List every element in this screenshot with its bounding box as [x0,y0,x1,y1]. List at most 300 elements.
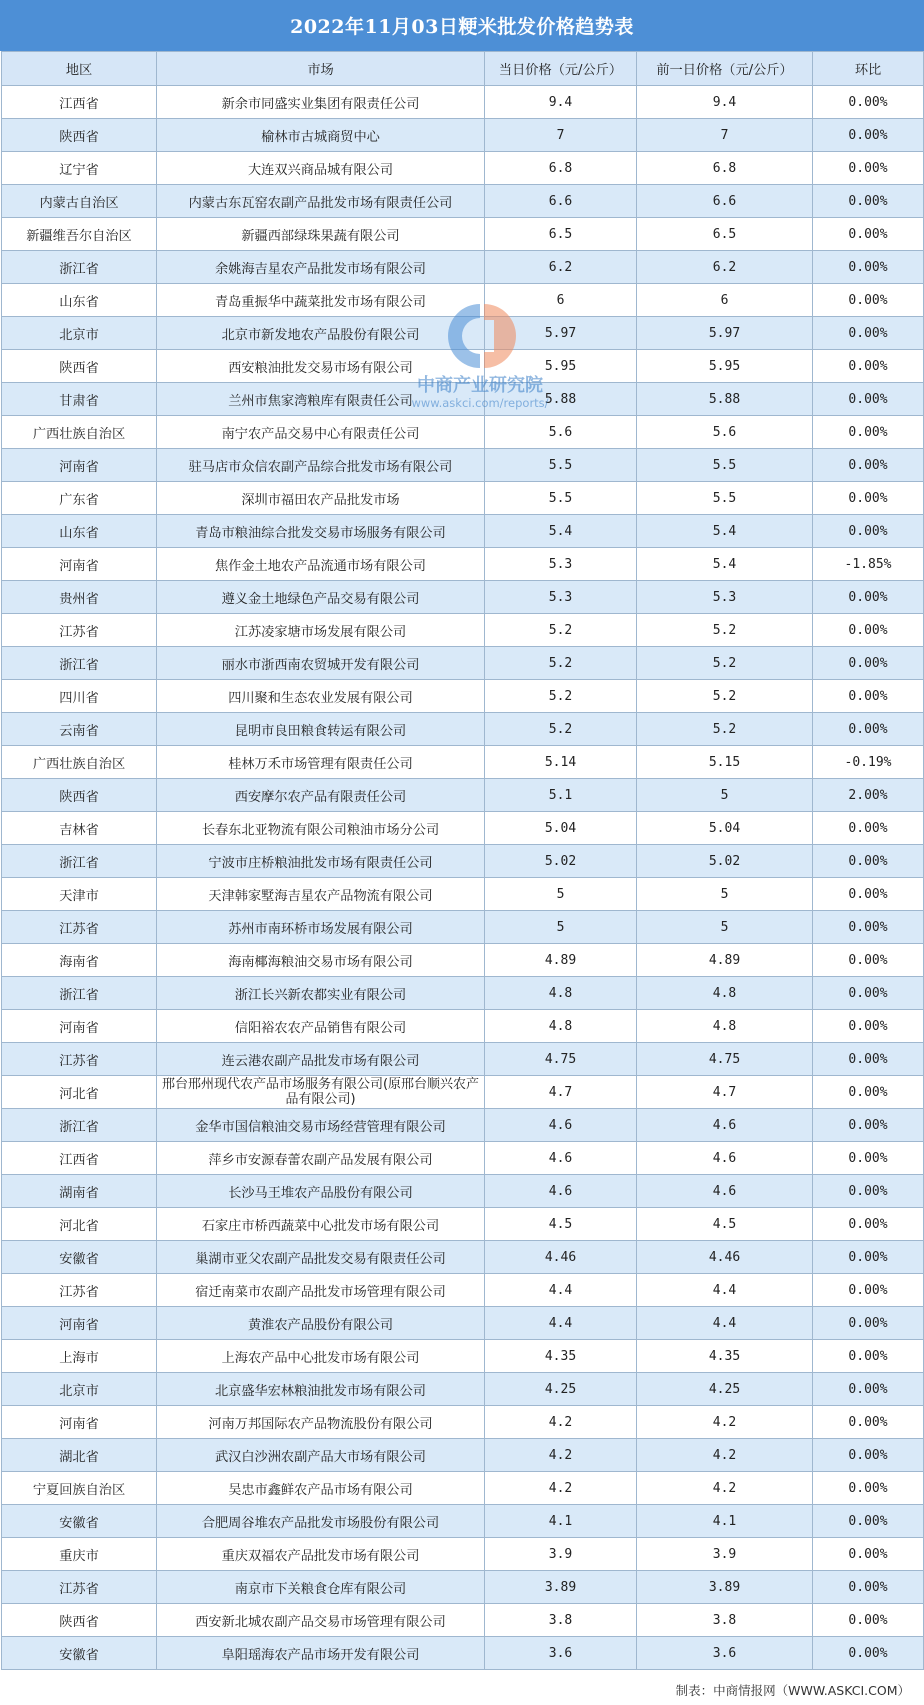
market-cell: 萍乡市安源春蕾农副产品发展有限公司 [157,1142,485,1175]
table-row [2,482,924,515]
region-cell: 江苏省 [2,1571,157,1604]
today-price-cell: 6.6 [485,185,637,218]
region-cell: 浙江省 [2,1109,157,1142]
today-price-cell: 5.2 [485,647,637,680]
today-price-cell: 4.4 [485,1307,637,1340]
prev-price-cell: 3.8 [637,1604,813,1637]
table-row [2,1274,924,1307]
region-cell: 河南省 [2,1307,157,1340]
today-price-cell: 5.4 [485,515,637,548]
prev-price-cell: 4.1 [637,1505,813,1538]
today-price-cell: 5.1 [485,779,637,812]
market-cell: 浙江长兴新农都实业有限公司 [157,977,485,1010]
region-cell: 河南省 [2,449,157,482]
change-cell: 0.00% [813,614,924,647]
today-price-cell: 3.8 [485,1604,637,1637]
change-cell: 0.00% [813,1406,924,1439]
change-cell: 0.00% [813,284,924,317]
today-price-cell: 5 [485,878,637,911]
market-cell: 北京市新发地农产品股份有限公司 [157,317,485,350]
today-price-cell: 6 [485,284,637,317]
prev-price-cell: 4.8 [637,977,813,1010]
market-cell: 宁波市庄桥粮油批发市场有限责任公司 [157,845,485,878]
market-cell: 新疆西部绿珠果蔬有限公司 [157,218,485,251]
market-cell: 连云港农副产品批发市场有限公司 [157,1043,485,1076]
market-cell: 大连双兴商品城有限公司 [157,152,485,185]
market-cell: 上海农产品中心批发市场有限公司 [157,1340,485,1373]
region-cell: 甘肃省 [2,383,157,416]
table-row [2,581,924,614]
table-row [2,1406,924,1439]
today-price-cell: 4.2 [485,1472,637,1505]
prev-price-cell: 4.46 [637,1241,813,1274]
prev-price-cell: 9.4 [637,86,813,119]
prev-price-cell: 3.89 [637,1571,813,1604]
today-price-cell: 3.89 [485,1571,637,1604]
today-price-cell: 5.14 [485,746,637,779]
change-cell: 0.00% [813,845,924,878]
region-cell: 陕西省 [2,779,157,812]
change-cell: 0.00% [813,1175,924,1208]
change-cell: 0.00% [813,647,924,680]
table-row [2,86,924,119]
market-cell: 北京盛华宏林粮油批发市场有限公司 [157,1373,485,1406]
prev-price-cell: 5 [637,779,813,812]
price-table [1,51,924,1670]
table-row [2,944,924,977]
today-price-cell: 5.95 [485,350,637,383]
table-row [2,1076,924,1109]
column-header: 环比 [813,52,924,86]
change-cell: 0.00% [813,152,924,185]
table-row [2,284,924,317]
market-cell: 驻马店市众信农副产品综合批发市场有限公司 [157,449,485,482]
table-row [2,1109,924,1142]
table-row [2,1010,924,1043]
change-cell: 0.00% [813,383,924,416]
today-price-cell: 7 [485,119,637,152]
today-price-cell: 4.46 [485,1241,637,1274]
market-cell: 宿迁南菜市农副产品批发市场管理有限公司 [157,1274,485,1307]
today-price-cell: 5.02 [485,845,637,878]
market-cell: 深圳市福田农产品批发市场 [157,482,485,515]
change-cell: 0.00% [813,185,924,218]
change-cell: 0.00% [813,1241,924,1274]
change-cell: 0.00% [813,416,924,449]
region-cell: 浙江省 [2,845,157,878]
table-row [2,1043,924,1076]
table-row [2,350,924,383]
market-cell: 南京市下关粮食仓库有限公司 [157,1571,485,1604]
region-cell: 江苏省 [2,1043,157,1076]
prev-price-cell: 4.89 [637,944,813,977]
table-row [2,845,924,878]
table-row [2,680,924,713]
prev-price-cell: 5.02 [637,845,813,878]
region-cell: 上海市 [2,1340,157,1373]
prev-price-cell: 4.4 [637,1274,813,1307]
change-cell: 0.00% [813,1142,924,1175]
market-cell: 焦作金土地农产品流通市场有限公司 [157,548,485,581]
table-row [2,911,924,944]
market-cell: 桂林万禾市场管理有限责任公司 [157,746,485,779]
prev-price-cell: 4.75 [637,1043,813,1076]
region-cell: 四川省 [2,680,157,713]
table-row [2,383,924,416]
change-cell: -1.85% [813,548,924,581]
market-cell: 长春东北亚物流有限公司粮油市场分公司 [157,812,485,845]
prev-price-cell: 5.6 [637,416,813,449]
region-cell: 湖南省 [2,1175,157,1208]
change-cell: 0.00% [813,680,924,713]
market-cell: 南宁农产品交易中心有限责任公司 [157,416,485,449]
market-cell: 长沙马王堆农产品股份有限公司 [157,1175,485,1208]
change-cell: -0.19% [813,746,924,779]
table-row [2,1241,924,1274]
today-price-cell: 4.7 [485,1076,637,1109]
table-row [2,1637,924,1670]
prev-price-cell: 4.8 [637,1010,813,1043]
today-price-cell: 5.2 [485,713,637,746]
change-cell: 0.00% [813,251,924,284]
table-row [2,812,924,845]
today-price-cell: 3.6 [485,1637,637,1670]
today-price-cell: 5.04 [485,812,637,845]
table-row [2,614,924,647]
prev-price-cell: 5.88 [637,383,813,416]
market-cell: 阜阳瑶海农产品市场开发有限公司 [157,1637,485,1670]
prev-price-cell: 4.35 [637,1340,813,1373]
column-header: 前一日价格（元/公斤） [637,52,813,86]
table-row [2,1604,924,1637]
table-body [2,86,924,1670]
table-row [2,218,924,251]
prev-price-cell: 6.5 [637,218,813,251]
today-price-cell: 4.89 [485,944,637,977]
region-cell: 陕西省 [2,350,157,383]
market-cell: 合肥周谷堆农产品批发市场股份有限公司 [157,1505,485,1538]
region-cell: 江苏省 [2,911,157,944]
prev-price-cell: 5.95 [637,350,813,383]
region-cell: 江西省 [2,86,157,119]
column-header: 地区 [2,52,157,86]
market-cell: 邢台邢州现代农产品市场服务有限公司(原邢台顺兴农产品有限公司) [157,1076,485,1109]
change-cell: 0.00% [813,86,924,119]
region-cell: 北京市 [2,317,157,350]
today-price-cell: 5.97 [485,317,637,350]
change-cell: 0.00% [813,1505,924,1538]
region-cell: 新疆维吾尔自治区 [2,218,157,251]
table-row [2,152,924,185]
region-cell: 宁夏回族自治区 [2,1472,157,1505]
today-price-cell: 5.5 [485,482,637,515]
change-cell: 0.00% [813,911,924,944]
region-cell: 安徽省 [2,1505,157,1538]
today-price-cell: 4.6 [485,1175,637,1208]
change-cell: 0.00% [813,1307,924,1340]
footer-source: 制表：中商情报网（WWW.ASKCI.COM） [675,1683,910,1698]
region-cell: 河南省 [2,1010,157,1043]
region-cell: 山东省 [2,515,157,548]
today-price-cell: 4.6 [485,1109,637,1142]
table-title: 2022年11月03日粳米批发价格趋势表 [0,0,924,51]
today-price-cell: 5.6 [485,416,637,449]
change-cell: 0.00% [813,350,924,383]
prev-price-cell: 4.2 [637,1406,813,1439]
table-row [2,746,924,779]
change-cell: 0.00% [813,944,924,977]
prev-price-cell: 5.3 [637,581,813,614]
prev-price-cell: 6.6 [637,185,813,218]
change-cell: 0.00% [813,449,924,482]
table-row [2,1571,924,1604]
table-row [2,251,924,284]
change-cell: 0.00% [813,1373,924,1406]
market-cell: 新余市同盛实业集团有限责任公司 [157,86,485,119]
today-price-cell: 5.3 [485,548,637,581]
region-cell: 河南省 [2,548,157,581]
table-row [2,1307,924,1340]
prev-price-cell: 4.5 [637,1208,813,1241]
today-price-cell: 4.35 [485,1340,637,1373]
prev-price-cell: 6 [637,284,813,317]
market-cell: 西安新北城农副产品交易市场管理有限公司 [157,1604,485,1637]
market-cell: 兰州市焦家湾粮库有限责任公司 [157,383,485,416]
table-row [2,779,924,812]
change-cell: 0.00% [813,1340,924,1373]
table-row [2,1340,924,1373]
region-cell: 河北省 [2,1208,157,1241]
change-cell: 0.00% [813,1043,924,1076]
market-cell: 青岛市粮油综合批发交易市场服务有限公司 [157,515,485,548]
column-header: 当日价格（元/公斤） [485,52,637,86]
change-cell: 0.00% [813,581,924,614]
region-cell: 广西壮族自治区 [2,416,157,449]
region-cell: 河北省 [2,1076,157,1109]
prev-price-cell: 3.9 [637,1538,813,1571]
prev-price-cell: 4.25 [637,1373,813,1406]
table-row [2,1175,924,1208]
region-cell: 广东省 [2,482,157,515]
change-cell: 2.00% [813,779,924,812]
change-cell: 0.00% [813,977,924,1010]
prev-price-cell: 4.2 [637,1472,813,1505]
prev-price-cell: 5.97 [637,317,813,350]
table-row [2,1505,924,1538]
prev-price-cell: 6.8 [637,152,813,185]
market-cell: 吴忠市鑫鲜农产品市场有限公司 [157,1472,485,1505]
change-cell: 0.00% [813,1274,924,1307]
region-cell: 内蒙古自治区 [2,185,157,218]
today-price-cell: 4.75 [485,1043,637,1076]
market-cell: 武汉白沙洲农副产品大市场有限公司 [157,1439,485,1472]
region-cell: 北京市 [2,1373,157,1406]
market-cell: 天津韩家墅海吉星农产品物流有限公司 [157,878,485,911]
region-cell: 江西省 [2,1142,157,1175]
prev-price-cell: 5.15 [637,746,813,779]
prev-price-cell: 4.6 [637,1109,813,1142]
prev-price-cell: 5.04 [637,812,813,845]
region-cell: 浙江省 [2,251,157,284]
today-price-cell: 4.4 [485,1274,637,1307]
change-cell: 0.00% [813,1472,924,1505]
market-cell: 苏州市南环桥市场发展有限公司 [157,911,485,944]
prev-price-cell: 5.2 [637,680,813,713]
prev-price-cell: 4.4 [637,1307,813,1340]
today-price-cell: 5.88 [485,383,637,416]
change-cell: 0.00% [813,1109,924,1142]
prev-price-cell: 6.2 [637,251,813,284]
table-row [2,977,924,1010]
table-row [2,416,924,449]
region-cell: 浙江省 [2,647,157,680]
table-row [2,548,924,581]
watermark-text: 中商产业研究院 [417,375,543,396]
table-row [2,1439,924,1472]
today-price-cell: 4.25 [485,1373,637,1406]
market-cell: 河南万邦国际农产品物流股份有限公司 [157,1406,485,1439]
region-cell: 天津市 [2,878,157,911]
market-cell: 石家庄市桥西蔬菜中心批发市场有限公司 [157,1208,485,1241]
region-cell: 山东省 [2,284,157,317]
table-row [2,1208,924,1241]
change-cell: 0.00% [813,1571,924,1604]
today-price-cell: 3.9 [485,1538,637,1571]
region-cell: 贵州省 [2,581,157,614]
region-cell: 云南省 [2,713,157,746]
change-cell: 0.00% [813,713,924,746]
prev-price-cell: 5.4 [637,515,813,548]
prev-price-cell: 5.2 [637,647,813,680]
region-cell: 安徽省 [2,1241,157,1274]
change-cell: 0.00% [813,1604,924,1637]
today-price-cell: 5.5 [485,449,637,482]
table-row [2,1472,924,1505]
region-cell: 江苏省 [2,614,157,647]
region-cell: 辽宁省 [2,152,157,185]
market-cell: 江苏凌家塘市场发展有限公司 [157,614,485,647]
column-header: 市场 [157,52,485,86]
watermark-url: www.askci.com/reports/ [411,396,549,410]
change-cell: 0.00% [813,878,924,911]
table-row [2,1538,924,1571]
today-price-cell: 5.2 [485,614,637,647]
change-cell: 0.00% [813,515,924,548]
region-cell: 广西壮族自治区 [2,746,157,779]
change-cell: 0.00% [813,119,924,152]
market-cell: 内蒙古东瓦窑农副产品批发市场有限责任公司 [157,185,485,218]
prev-price-cell: 4.2 [637,1439,813,1472]
header-row [2,52,924,86]
region-cell: 江苏省 [2,1274,157,1307]
prev-price-cell: 4.6 [637,1142,813,1175]
market-cell: 海南椰海粮油交易市场有限公司 [157,944,485,977]
change-cell: 0.00% [813,812,924,845]
region-cell: 湖北省 [2,1439,157,1472]
table-row [2,317,924,350]
region-cell: 海南省 [2,944,157,977]
market-cell: 昆明市良田粮食转运有限公司 [157,713,485,746]
market-cell: 遵义金土地绿色产品交易有限公司 [157,581,485,614]
today-price-cell: 4.6 [485,1142,637,1175]
change-cell: 0.00% [813,1439,924,1472]
table-row [2,449,924,482]
today-price-cell: 6.2 [485,251,637,284]
prev-price-cell: 3.6 [637,1637,813,1670]
today-price-cell: 4.2 [485,1439,637,1472]
market-cell: 余姚海吉星农产品批发市场有限公司 [157,251,485,284]
table-row [2,515,924,548]
today-price-cell: 4.5 [485,1208,637,1241]
region-cell: 重庆市 [2,1538,157,1571]
change-cell: 0.00% [813,1538,924,1571]
today-price-cell: 6.8 [485,152,637,185]
today-price-cell: 4.2 [485,1406,637,1439]
today-price-cell: 5 [485,911,637,944]
table-row [2,185,924,218]
prev-price-cell: 5 [637,878,813,911]
table-row [2,647,924,680]
market-cell: 榆林市古城商贸中心 [157,119,485,152]
market-cell: 丽水市浙西南农贸城开发有限公司 [157,647,485,680]
change-cell: 0.00% [813,1010,924,1043]
today-price-cell: 4.8 [485,977,637,1010]
prev-price-cell: 4.7 [637,1076,813,1109]
market-cell: 巢湖市亚父农副产品批发交易有限责任公司 [157,1241,485,1274]
region-cell: 浙江省 [2,977,157,1010]
market-cell: 重庆双福农产品批发市场有限公司 [157,1538,485,1571]
today-price-cell: 5.2 [485,680,637,713]
change-cell: 0.00% [813,482,924,515]
change-cell: 0.00% [813,1076,924,1109]
region-cell: 河南省 [2,1406,157,1439]
today-price-cell: 6.5 [485,218,637,251]
today-price-cell: 4.1 [485,1505,637,1538]
table-row [2,1373,924,1406]
market-cell: 西安粮油批发交易市场有限公司 [157,350,485,383]
table-row [2,1142,924,1175]
market-cell: 青岛重振华中蔬菜批发市场有限公司 [157,284,485,317]
region-cell: 吉林省 [2,812,157,845]
today-price-cell: 9.4 [485,86,637,119]
prev-price-cell: 5 [637,911,813,944]
table-row [2,878,924,911]
prev-price-cell: 7 [637,119,813,152]
region-cell: 陕西省 [2,1604,157,1637]
region-cell: 陕西省 [2,119,157,152]
market-cell: 黄淮农产品股份有限公司 [157,1307,485,1340]
market-cell: 金华市国信粮油交易市场经营管理有限公司 [157,1109,485,1142]
prev-price-cell: 5.4 [637,548,813,581]
today-price-cell: 4.8 [485,1010,637,1043]
today-price-cell: 5.3 [485,581,637,614]
change-cell: 0.00% [813,1208,924,1241]
prev-price-cell: 5.2 [637,713,813,746]
table-row [2,713,924,746]
market-cell: 信阳裕农农产品销售有限公司 [157,1010,485,1043]
table-row [2,119,924,152]
prev-price-cell: 5.5 [637,449,813,482]
market-cell: 西安摩尔农产品有限责任公司 [157,779,485,812]
change-cell: 0.00% [813,317,924,350]
change-cell: 0.00% [813,1637,924,1670]
prev-price-cell: 5.2 [637,614,813,647]
region-cell: 安徽省 [2,1637,157,1670]
change-cell: 0.00% [813,218,924,251]
prev-price-cell: 4.6 [637,1175,813,1208]
market-cell: 四川聚和生态农业发展有限公司 [157,680,485,713]
prev-price-cell: 5.5 [637,482,813,515]
